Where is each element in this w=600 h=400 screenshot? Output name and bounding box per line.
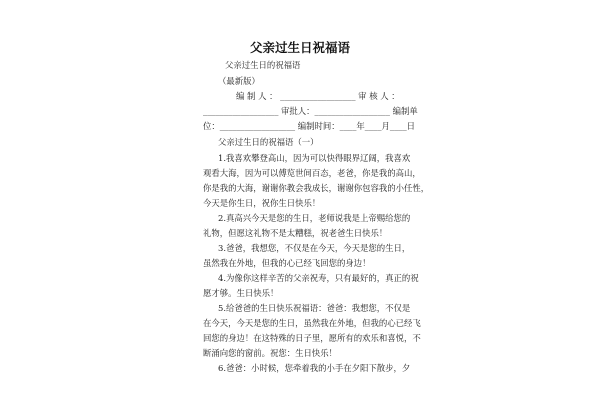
document-title: 父亲过生日祝福语 (249, 40, 350, 55)
text-line: __________________ 审批人：__________________ 编制单 (203, 106, 418, 116)
text-line: 观看大海，因为可以傅览世间百态，老爸，你是我的高山， (203, 168, 421, 178)
text-line: 3.爸爸，我想您，不仅是在今天，今天是您的生日， (218, 243, 411, 253)
text-line: 今天是你生日，祝你生日快乐！ (203, 198, 321, 208)
text-line: 位：__________________ 编制时间：____年____月____日 (203, 121, 416, 131)
text-line: 愿才够。生日快乐！ (203, 288, 279, 298)
text-line: 父亲过生日的祝福语 (225, 60, 301, 70)
text-line: 1.我喜欢攀登高山，因为可以快得眼界辽阔，我喜欢 (218, 153, 411, 163)
text-line: 回您的身边！在这特殊的日子里，愿所有的欢乐和喜悦，不 (203, 333, 421, 343)
text-line: 在今天，今天是您的生日，虽然我在外地，但我的心已经飞 (203, 318, 421, 328)
text-line: 你是我的大海，谢谢你教会我成长，谢谢你包容我的小任性， (203, 183, 430, 193)
text-line: 断涌向您的窗前。祝您：生日快乐！ (203, 348, 337, 358)
text-line: 编 制 人 ： __________________ 审 核 人 ： (236, 91, 400, 101)
text-line: 6.爸爸：小时候，您牵着我的小手在夕阳下散步，夕 (218, 363, 411, 373)
text-line: （最新版） (218, 76, 260, 86)
text-line: 5.给爸爸的生日快乐祝福语：爸爸：我想您，不仅是 (218, 303, 411, 313)
text-line: 虽然我在外地，但我的心已经飞回您的身边！ (203, 258, 371, 268)
text-line: 2.真高兴今天是您的生日，老师说我是上帝赐给您的 (218, 213, 411, 223)
text-line: 4.为像你这样辛苦的父亲祝寿，只有最好的，真正的祝 (218, 273, 419, 283)
text-line: 父亲过生日的祝福语（一） (218, 137, 319, 147)
text-line: 礼物，但愿这礼物不是太糟糕，祝老爸生日快乐！ (203, 228, 388, 238)
